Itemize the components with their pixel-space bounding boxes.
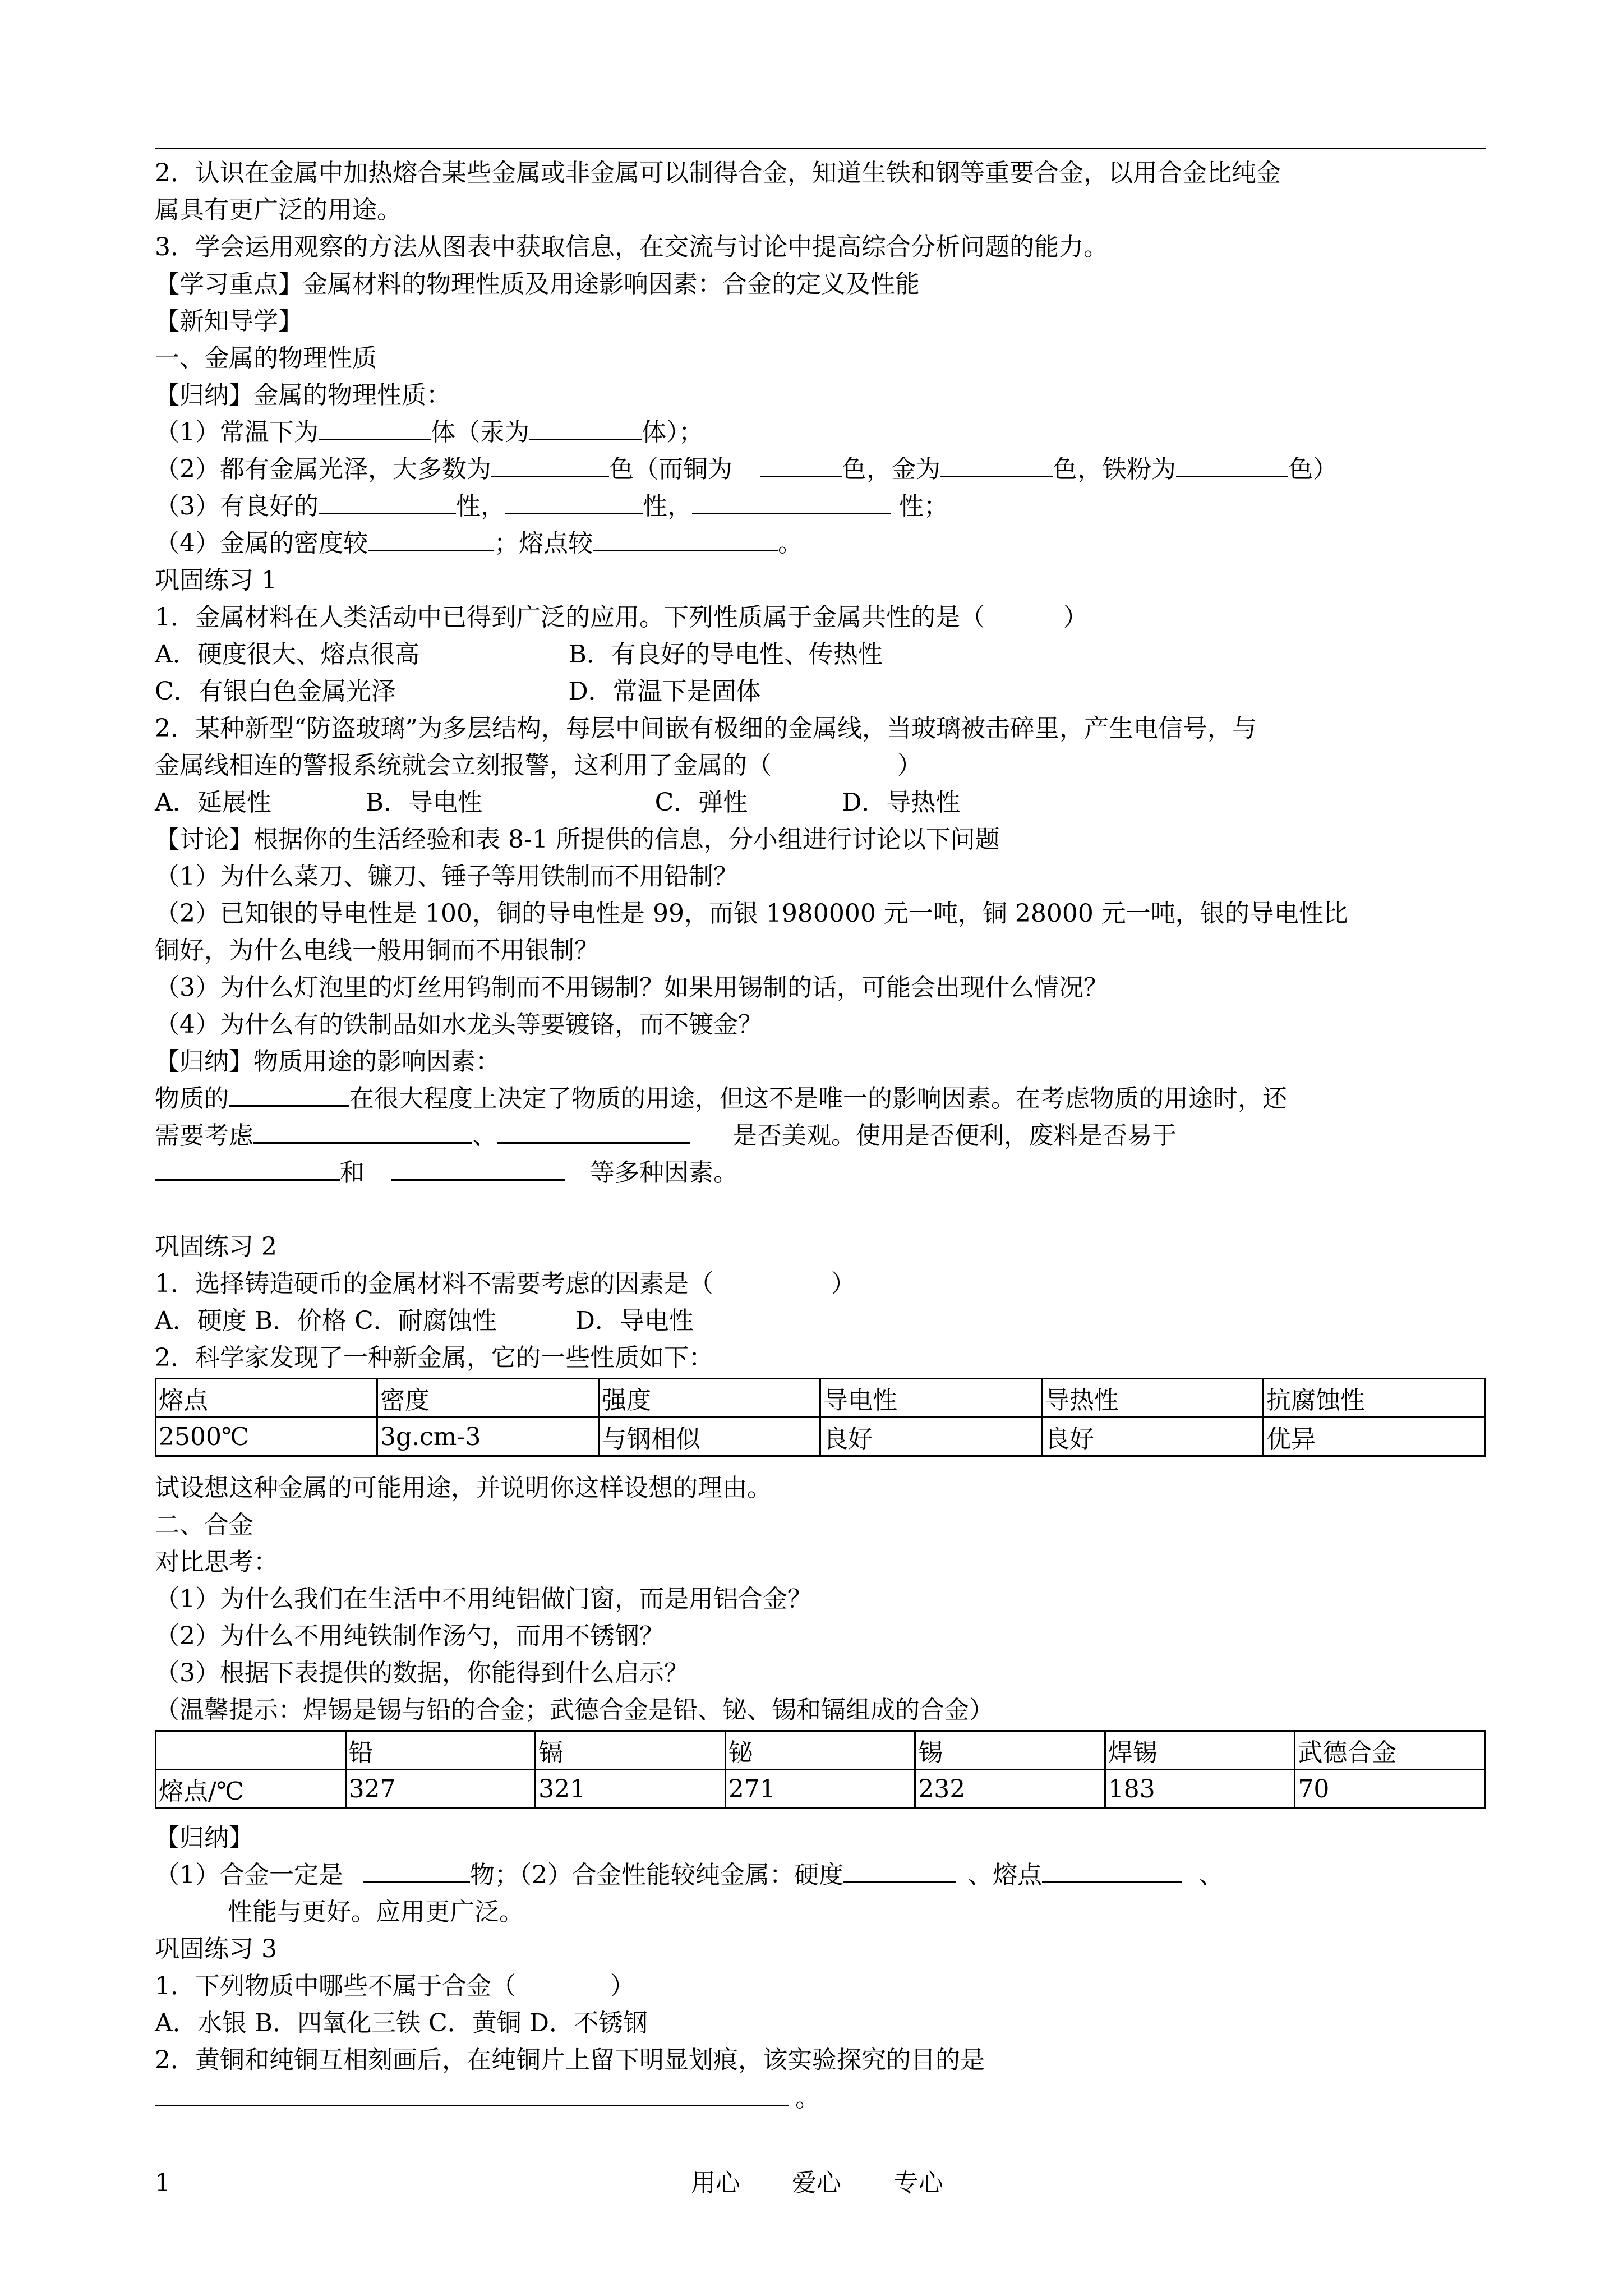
compare-think-heading: 对比思考： [155,1548,278,1576]
footer-motto-2: 爱心 [792,2169,841,2197]
p1-q2-options: A．延展性 B．导电性 C．弹性 D．导热性 [155,788,961,817]
table-header-cell: 铅 [345,1731,536,1770]
objective-3: 3．学会运用观察的方法从图表中获取信息，在交流与讨论中提高综合分析问题的能力。 [155,233,1108,261]
blank [505,489,643,514]
blank [497,1119,690,1144]
p2-question-1: 1．选择铸造硬币的金属材料不需要考虑的因素是（ ） [155,1269,856,1298]
blank [843,1858,956,1883]
alloy-fill-line1: （1）合金一定是 物；（2）合金性能较纯金属：硬度 、熔点 、 [155,1857,1224,1894]
table-header-cell: 铋 [725,1731,915,1770]
blank [760,452,842,477]
objective-2-line2: 属具有更广泛的用途。 [155,196,402,224]
p3-q1-options: A．水银 B．四氧化三铁 C．黄铜 D．不锈钢 [155,2009,648,2037]
page-number: 1 [155,2169,170,2197]
table-row [156,1770,1485,1809]
blank [253,1119,472,1144]
blank [593,526,778,551]
table-row [156,1379,1485,1418]
section-1-title: 一、金属的物理性质 [155,344,377,372]
compare-q3: （3）根据下表提供的数据，你能得到什么启示？ [155,1659,689,1687]
usage-fill-line2: 需要考虑 、 是否美观。使用是否便利，废料是否易于 [155,1117,1177,1154]
table-cell: 3g.cm-3 [377,1418,599,1456]
p1-question-2-line1: 2．某种新型“防盗玻璃”为多层结构，每层中间嵌有极细的金属线，当玻璃被击碎里，产生电信号，与 [155,714,1257,743]
table-cell: 熔点/℃ [156,1770,346,1809]
table-cell: 271 [725,1770,915,1809]
blank [391,1156,565,1181]
compare-q1: （1）为什么我们在生活中不用纯铝做门窗，而是用铝合金？ [155,1585,812,1613]
p3-question-1: 1．下列物质中哪些不属于合金（ ） [155,1972,635,2000]
practice-2-title: 巩固练习 2 [155,1232,277,1261]
table-row [156,1418,1485,1456]
footer-motto-3: 专心 [894,2169,943,2197]
blank [491,452,609,477]
table-header-cell: 导电性 [820,1379,1042,1418]
p1-question-2-line2: 金属线相连的警报系统就会立刻报警，这利用了金属的（ ） [155,751,922,780]
table-cell: 327 [345,1770,536,1809]
table-header-cell: 武德合金 [1295,1731,1485,1770]
blank [1042,1858,1182,1883]
blank [363,1858,470,1883]
table-cell: 232 [915,1770,1105,1809]
table-header-cell: 焊锡 [1105,1731,1295,1770]
table-row [156,1731,1485,1770]
new-metal-properties-table [155,1378,1486,1457]
table-header-cell: 锡 [915,1731,1105,1770]
table-cell: 2500℃ [156,1418,377,1456]
compare-q2: （2）为什么不用纯铁制作汤勺，而用不锈钢？ [155,1622,664,1650]
fill-line-state: （1）常温下为 体（汞为 体）； [155,414,703,451]
p2-q2-followup: 试设想这种金属的可能用途，并说明你这样设想的理由。 [155,1474,772,1502]
fill-line-color: （2）都有金属光泽，大多数为 色（而铜为 色，金为 色，铁粉为 色） [155,451,1338,488]
practice-1-title: 巩固练习 1 [155,566,277,595]
footer-motto-1: 用心 [691,2169,740,2197]
answer-blank [155,2081,789,2106]
table-cell: 183 [1105,1770,1295,1809]
table-header-cell: 熔点 [156,1379,377,1418]
table-header-cell: 强度 [599,1379,820,1418]
blank [529,415,642,440]
blank [368,526,494,551]
blank [1176,452,1288,477]
objective-2-line1: 2．认识在金属中加热熔合某些金属或非金属可以制得合金，知道生铁和钢等重要合金，以用合金比纯金 [155,159,1281,187]
practice-3-title: 巩固练习 3 [155,1935,277,1963]
discussion-q1: （1）为什么菜刀、镰刀、锤子等用铁制而不用铅制？ [155,862,738,891]
table-header-cell [156,1731,346,1770]
discussion-q2-line2: 铜好，为什么电线一般用铜而不用银制？ [155,936,599,965]
fill-line-property: （3）有良好的 性， 性， 性； [155,488,948,525]
table-header-cell: 抗腐蚀性 [1264,1379,1485,1418]
p2-q1-options: A．硬度 B．价格 C．耐腐蚀性 D．导电性 [155,1306,694,1335]
blank [319,489,456,514]
melting-point-table [155,1730,1486,1809]
table-header-cell: 导热性 [1042,1379,1264,1418]
summary-heading: 【归纳】金属的物理性质： [155,381,451,409]
section-2-title: 二、合金 [155,1511,253,1539]
alloy-summary-heading: 【归纳】 [155,1824,253,1852]
table-cell: 良好 [820,1418,1042,1456]
p1-q1-options-ab: A．硬度很大、熔点很高 B．有良好的导电性、传热性 [155,640,883,669]
new-knowledge-heading: 【新知导学】 [155,307,303,335]
warm-tip: （温馨提示：焊锡是锡与铅的合金；武德合金是铅、铋、锡和镉组成的合金） [155,1696,994,1724]
p1-question-1: 1．金属材料在人类活动中已得到广泛的应用。下列性质属于金属共性的是（ ） [155,603,1088,632]
discussion-q3: （3）为什么灯泡里的灯丝用钨制而不用锡制？如果用锡制的话，可能会出现什么情况？ [155,973,1108,1002]
blank [155,1156,340,1181]
discussion-q2-line1: （2）已知银的导电性是 100，铜的导电性是 99，而银 1980000 元一吨，铜 28000 元一吨，银的导电性比 [155,899,1348,928]
table-cell: 与钢相似 [599,1418,820,1456]
table-header-cell: 密度 [377,1379,599,1418]
table-cell: 70 [1295,1770,1485,1809]
discussion-q4: （4）为什么有的铁制品如水龙头等要镀铬，而不镀金？ [155,1010,763,1039]
table-cell: 良好 [1042,1418,1264,1456]
p3-q2-answer-line: 。 [155,2080,820,2117]
discussion-heading: 【讨论】根据你的生活经验和表 8-1 所提供的信息，分小组进行讨论以下问题 [155,825,1000,854]
alloy-fill-line2: 性能与更好。应用更广泛。 [228,1898,524,1926]
blank [692,489,891,514]
fill-line-density: （4）金属的密度较 ；熔点较 。 [155,525,803,562]
key-points: 【学习重点】金属材料的物理性质及用途影响因素：合金的定义及性能 [155,270,920,298]
table-cell: 321 [536,1770,726,1809]
usage-fill-line1: 物质的 在很大程度上决定了物质的用途，但这不是唯一的影响因素。在考虑物质的用途时，还 [155,1080,1287,1117]
p1-q1-options-cd: C．有银白色金属光泽 D．常温下是固体 [155,677,761,706]
blank [940,452,1053,477]
header-rule [155,148,1486,149]
blank [229,1082,349,1107]
blank [319,415,431,440]
usage-factors-heading: 【归纳】物质用途的影响因素： [155,1047,500,1076]
p3-question-2: 2．黄铜和纯铜互相刻画后，在纯铜片上留下明显划痕，该实验探究的目的是 [155,2046,985,2074]
table-cell: 优异 [1264,1418,1485,1456]
usage-fill-line3: 和 等多种因素。 [155,1154,738,1191]
p2-question-2: 2．科学家发现了一种新金属，它的一些性质如下： [155,1343,713,1372]
table-header-cell: 镉 [536,1731,726,1770]
